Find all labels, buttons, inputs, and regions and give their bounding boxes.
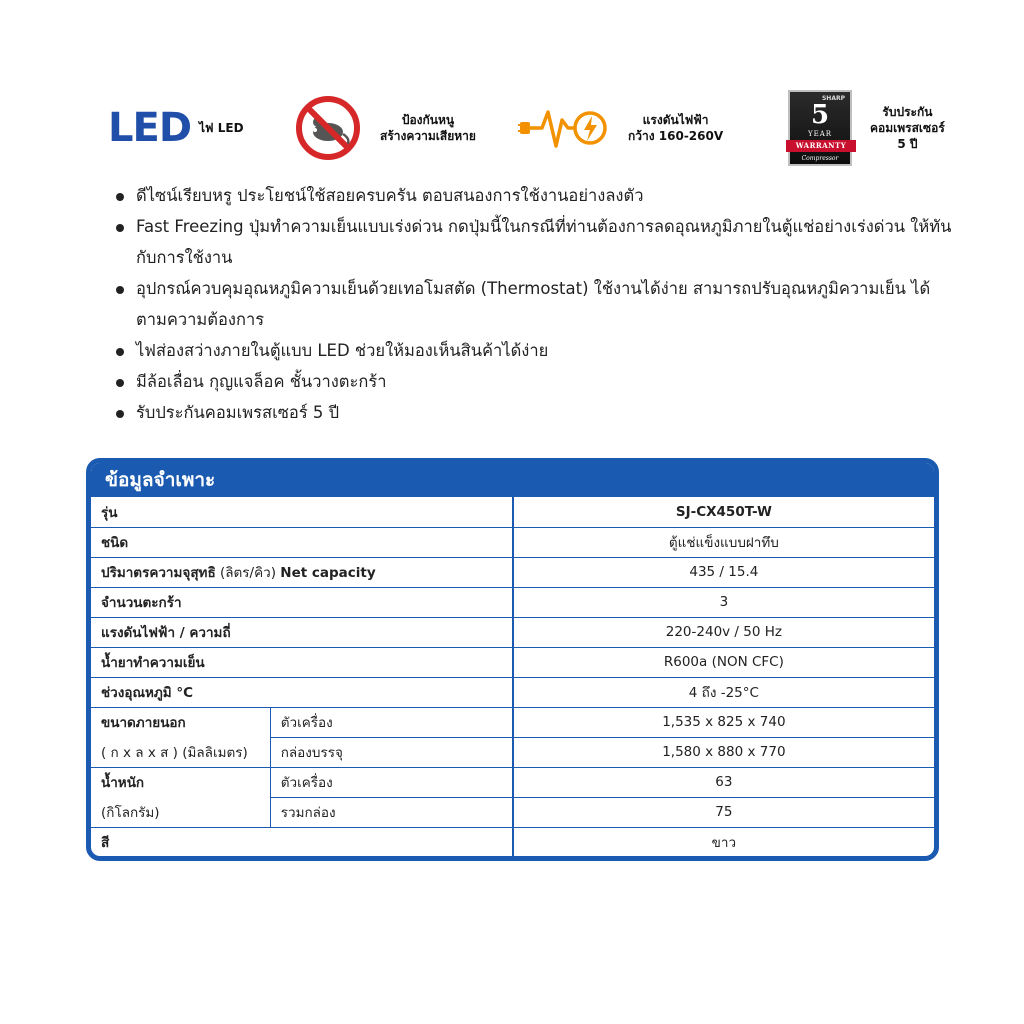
weight-box-label: รวมกล่อง [270,797,513,827]
feature-led [108,88,244,168]
spec-grid [91,497,934,857]
table-row [91,767,934,797]
bullet-item: Fast Freezing ปุ่มทำความเย็นแบบเร่งด่วน กดปุ่มนี้ในกรณีที่ท่านต้องการลดอุณหภูมิภายในตู้แช่อย่างเร่งด่วน ให้ทันกับการใช้งาน [112,211,952,273]
table-row [91,527,934,557]
table-row [91,587,934,617]
dimension-box-value: 1,580 x 880 x 770 [513,737,934,767]
feature-warranty-line3: 5 ปี [897,137,918,151]
voltage-label: แรงดันไฟฟ้า / ความถี่ [91,617,513,647]
bullet-item: ดีไซน์เรียบหรู ประโยชน์ใช้สอยครบครัน ตอบสนองการใช้งานอย่างลงตัว [112,180,952,211]
feature-bullet-list [112,180,952,428]
warranty-badge-icon: SHARP 5 YEAR WARRANTY Compressor [788,90,852,166]
feature-rat-protection [296,88,476,168]
feature-led-label: ไฟ LED [199,121,244,135]
capacity-label-c: Net capacity [280,565,376,581]
table-row [91,617,934,647]
feature-voltage [518,88,723,168]
dimension-unit: ( ก x ล x ส ) (มิลลิเมตร) [91,737,270,767]
bullet-item: อุปกรณ์ควบคุมอุณหภูมิความเย็นด้วยเทอโมสตัด (Thermostat) ใช้งานได้ง่าย สามารถปรับอุณหภูมิความเย็น ได้ตามความต้องการ [112,273,952,335]
weight-label: น้ำหนัก [101,775,145,792]
feature-rat-line2: สร้างความเสียหาย [380,129,476,143]
refrigerant-value: R600a (NON CFC) [513,647,934,677]
color-label: สี [101,835,110,852]
bullet-item: รับประกันคอมเพรสเซอร์ 5 ปี [112,397,952,428]
basket-value: 3 [513,587,934,617]
capacity-label-a: ปริมาตรความจุสุทธิ [101,565,216,581]
table-row [91,677,934,707]
table-row [91,737,934,767]
table-row [91,647,934,677]
weight-body-label: ตัวเครื่อง [270,767,513,797]
model-value: SJ-CX450T-W [513,497,934,527]
type-label: ชนิด [91,527,513,557]
weight-body-value: 63 [513,767,934,797]
feature-warranty-line2: คอมเพรสเซอร์ [870,121,945,135]
capacity-label-b: (ลิตร/คิว) [215,565,281,581]
bullet-item: ไฟส่องสว่างภายในตู้แบบ LED ช่วยให้มองเห็นสินค้าได้ง่าย [112,335,952,366]
table-row [91,707,934,737]
plug-energy-icon [518,98,608,158]
temperature-label: ช่วงอุณหภูมิ °C [91,677,513,707]
no-rat-icon [296,96,360,160]
table-row [91,797,934,827]
capacity-label [91,557,513,587]
dimension-box-label: กล่องบรรจุ [270,737,513,767]
led-logo: LED [108,105,192,151]
feature-voltage-line2: กว้าง 160-260V [628,129,724,143]
temperature-value: 4 ถึง -25°C [513,677,934,707]
refrigerant-label: น้ำยาทำความเย็น [91,647,513,677]
color-value: ขาว [513,827,934,857]
voltage-value: 220-240v / 50 Hz [513,617,934,647]
weight-box-value: 75 [513,797,934,827]
feature-row [0,88,1024,168]
model-label: รุ่น [91,497,513,527]
feature-warranty-line1: รับประกัน [882,105,933,119]
type-value: ตู้แช่แข็งแบบฝาทึบ [513,527,934,557]
capacity-value: 435 / 15.4 [513,557,934,587]
dimension-label: ขนาดภายนอก [101,715,186,732]
spec-title: ข้อมูลจำเพาะ [91,463,934,497]
dimension-body-value: 1,535 x 825 x 740 [513,707,934,737]
feature-rat-line1: ป้องกันหนู [401,113,455,127]
weight-unit: (กิโลกรัม) [91,797,270,827]
feature-voltage-line1: แรงดันไฟฟ้า [642,113,709,127]
basket-label: จำนวนตะกร้า [91,587,513,617]
feature-warranty [788,88,945,168]
dimension-body-label: ตัวเครื่อง [270,707,513,737]
bullet-item: มีล้อเลื่อน กุญแจล็อค ชั้นวางตะกร้า [112,366,952,397]
spec-table [86,458,939,861]
table-row [91,497,934,527]
table-row [91,827,934,857]
table-row [91,557,934,587]
